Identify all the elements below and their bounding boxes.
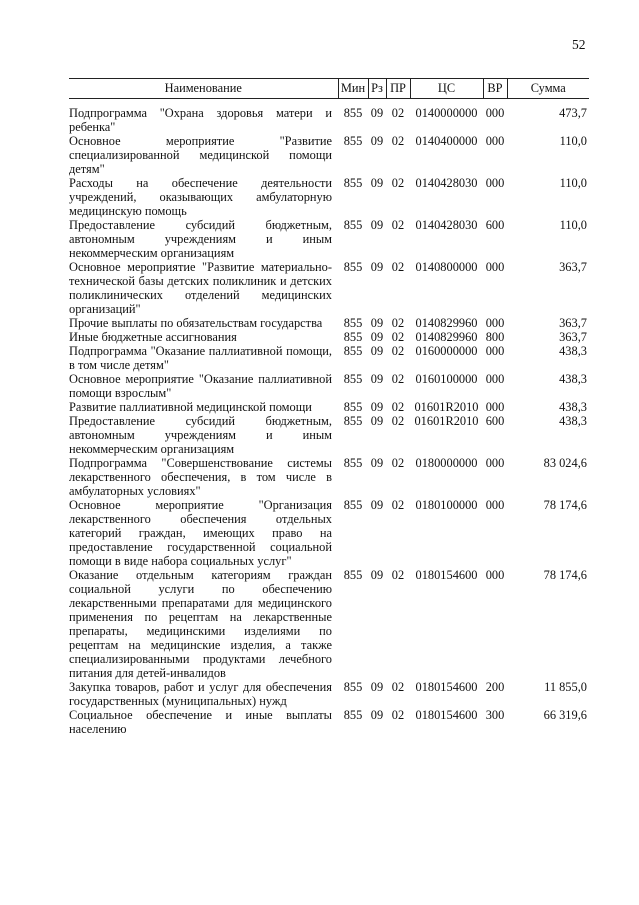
row-sum: 66 319,6 [543, 708, 587, 722]
row-vr: 000 [485, 106, 505, 120]
row-vr: 000 [485, 568, 505, 582]
row-rz: 09 [370, 218, 384, 232]
row-vr: 600 [485, 218, 505, 232]
row-cs: 0140400000 [415, 134, 478, 148]
row-vr: 000 [485, 372, 505, 386]
row-pr: 02 [391, 134, 405, 148]
row-name: Прочие выплаты по обязательствам государства [69, 316, 323, 330]
row-sum: 110,0 [559, 176, 587, 190]
row-vr: 000 [485, 134, 505, 148]
row-pr: 02 [391, 218, 405, 232]
table-row [69, 456, 589, 498]
header-rz: Рз [368, 79, 386, 99]
row-sum: 11 855,0 [544, 680, 587, 694]
row-min: 855 [343, 708, 363, 722]
row-min: 855 [343, 400, 363, 414]
row-name: Расходы на обеспечение деятельности учреждений, оказывающих амбулаторную медицинскую помощь [69, 176, 332, 218]
row-sum: 363,7 [559, 330, 587, 344]
row-name: Подпрограмма "Охрана здоровья матери и ребенка" [69, 106, 332, 134]
row-name: Основное мероприятие "Развитие материально-технической базы детских поликлиник и детских поликлинических отделений медицинских организаций" [69, 260, 332, 316]
row-min: 855 [343, 218, 363, 232]
row-min: 855 [343, 498, 363, 512]
page-number: 52 [572, 37, 586, 52]
row-pr: 02 [391, 568, 405, 582]
row-vr: 000 [485, 260, 505, 274]
table-row [69, 414, 589, 456]
row-min: 855 [343, 134, 363, 148]
row-cs: 0180154600 [415, 680, 478, 694]
row-name: Основное мероприятие "Организация лекарственного обеспечения отдельных категорий граждан, имеющих право на предоставление государственной социальной помощи в виде набора социальных услуг" [69, 498, 332, 568]
row-pr: 02 [391, 414, 405, 428]
row-vr: 600 [485, 414, 505, 428]
row-sum: 438,3 [559, 400, 587, 414]
budget-table [69, 78, 589, 736]
table-row [69, 330, 589, 344]
row-sum: 110,0 [559, 134, 587, 148]
row-sum: 438,3 [559, 344, 587, 358]
row-rz: 09 [370, 400, 384, 414]
row-name: Предоставление субсидий бюджетным, автономным учреждениям и иным некоммерческим организациям [69, 218, 332, 260]
row-pr: 02 [391, 316, 405, 330]
row-rz: 09 [370, 316, 384, 330]
row-pr: 02 [391, 680, 405, 694]
row-cs: 0160000000 [415, 344, 478, 358]
row-rz: 09 [370, 680, 384, 694]
row-vr: 000 [485, 456, 505, 470]
row-sum: 363,7 [559, 316, 587, 330]
row-sum: 438,3 [559, 414, 587, 428]
table-row [69, 99, 589, 135]
row-min: 855 [343, 106, 363, 120]
table-row [69, 260, 589, 316]
table-row [69, 400, 589, 414]
row-cs: 0140428030 [415, 218, 478, 232]
row-rz: 09 [370, 330, 384, 344]
row-cs: 0180154600 [415, 708, 478, 722]
header-vr: ВР [483, 79, 507, 99]
row-name: Развитие паллиативной медицинской помощи [69, 400, 312, 414]
table-row [69, 568, 589, 680]
row-sum: 438,3 [559, 372, 587, 386]
table-row [69, 498, 589, 568]
row-cs: 01601R2010 [414, 400, 479, 414]
row-cs: 0180000000 [415, 456, 478, 470]
row-vr: 000 [485, 344, 505, 358]
row-rz: 09 [370, 344, 384, 358]
row-cs: 0160100000 [415, 372, 478, 386]
header-min: Мин [338, 79, 368, 99]
header-sum: Сумма [507, 79, 589, 99]
row-sum: 473,7 [559, 106, 587, 120]
row-pr: 02 [391, 260, 405, 274]
header-pr: ПР [386, 79, 410, 99]
row-min: 855 [343, 456, 363, 470]
table-header-row [69, 79, 589, 99]
table-body [69, 99, 589, 737]
row-min: 855 [343, 344, 363, 358]
row-pr: 02 [391, 708, 405, 722]
row-vr: 800 [485, 330, 505, 344]
row-cs: 0140829960 [415, 330, 478, 344]
row-rz: 09 [370, 372, 384, 386]
row-rz: 09 [370, 260, 384, 274]
table-row [69, 316, 589, 330]
row-cs: 0140000000 [415, 106, 478, 120]
table-row [69, 344, 589, 372]
row-vr: 300 [485, 708, 505, 722]
row-rz: 09 [370, 568, 384, 582]
table-row [69, 708, 589, 736]
row-pr: 02 [391, 456, 405, 470]
row-pr: 02 [391, 400, 405, 414]
row-sum: 83 024,6 [543, 456, 587, 470]
table-row [69, 176, 589, 218]
row-rz: 09 [370, 456, 384, 470]
row-rz: 09 [370, 498, 384, 512]
table-row [69, 218, 589, 260]
row-sum: 363,7 [559, 260, 587, 274]
row-cs: 01601R2010 [414, 414, 479, 428]
row-pr: 02 [391, 344, 405, 358]
row-name: Закупка товаров, работ и услуг для обеспечения государственных (муниципальных) нужд [69, 680, 332, 708]
row-name: Основное мероприятие "Развитие специализированной медицинской помощи детям" [69, 134, 332, 176]
table-row [69, 134, 589, 176]
row-pr: 02 [391, 106, 405, 120]
row-min: 855 [343, 316, 363, 330]
row-name: Оказание отдельным категориям граждан социальной услуги по обеспечению лекарственными препаратами для медицинского применения по рецептам на лекарственные препараты, медицинскими изделиями по рецептам на медицинские изделия, а также специализированными продуктами лечебного питания для детей-инвалидов [69, 568, 332, 680]
row-pr: 02 [391, 330, 405, 344]
row-min: 855 [343, 176, 363, 190]
row-pr: 02 [391, 372, 405, 386]
row-vr: 200 [485, 680, 505, 694]
header-name: Наименование [69, 79, 338, 99]
row-cs: 0180100000 [415, 498, 478, 512]
row-min: 855 [343, 414, 363, 428]
row-min: 855 [343, 372, 363, 386]
row-rz: 09 [370, 414, 384, 428]
row-min: 855 [343, 680, 363, 694]
row-rz: 09 [370, 106, 384, 120]
row-cs: 0140428030 [415, 176, 478, 190]
row-rz: 09 [370, 176, 384, 190]
row-name: Подпрограмма "Оказание паллиативной помощи, в том числе детям" [69, 344, 332, 372]
row-name: Основное мероприятие "Оказание паллиативной помощи взрослым" [69, 372, 332, 400]
row-min: 855 [343, 260, 363, 274]
table-row [69, 372, 589, 400]
row-cs: 0140800000 [415, 260, 478, 274]
row-sum: 78 174,6 [543, 568, 587, 582]
row-vr: 000 [485, 176, 505, 190]
row-name: Иные бюджетные ассигнования [69, 330, 237, 344]
row-name: Социальное обеспечение и иные выплаты населению [69, 708, 332, 736]
row-vr: 000 [485, 400, 505, 414]
row-pr: 02 [391, 498, 405, 512]
row-min: 855 [343, 568, 363, 582]
row-cs: 0140829960 [415, 316, 478, 330]
row-rz: 09 [370, 708, 384, 722]
row-vr: 000 [485, 316, 505, 330]
row-name: Предоставление субсидий бюджетным, автономным учреждениям и иным некоммерческим организациям [69, 414, 332, 456]
row-vr: 000 [485, 498, 505, 512]
row-rz: 09 [370, 134, 384, 148]
row-sum: 78 174,6 [543, 498, 587, 512]
row-min: 855 [343, 330, 363, 344]
row-sum: 110,0 [559, 218, 587, 232]
row-cs: 0180154600 [415, 568, 478, 582]
row-name: Подпрограмма "Совершенствование системы лекарственного обеспечения, в том числе в амбулаторных условиях" [69, 456, 332, 498]
row-pr: 02 [391, 176, 405, 190]
table-row [69, 680, 589, 708]
header-cs: ЦС [410, 79, 483, 99]
